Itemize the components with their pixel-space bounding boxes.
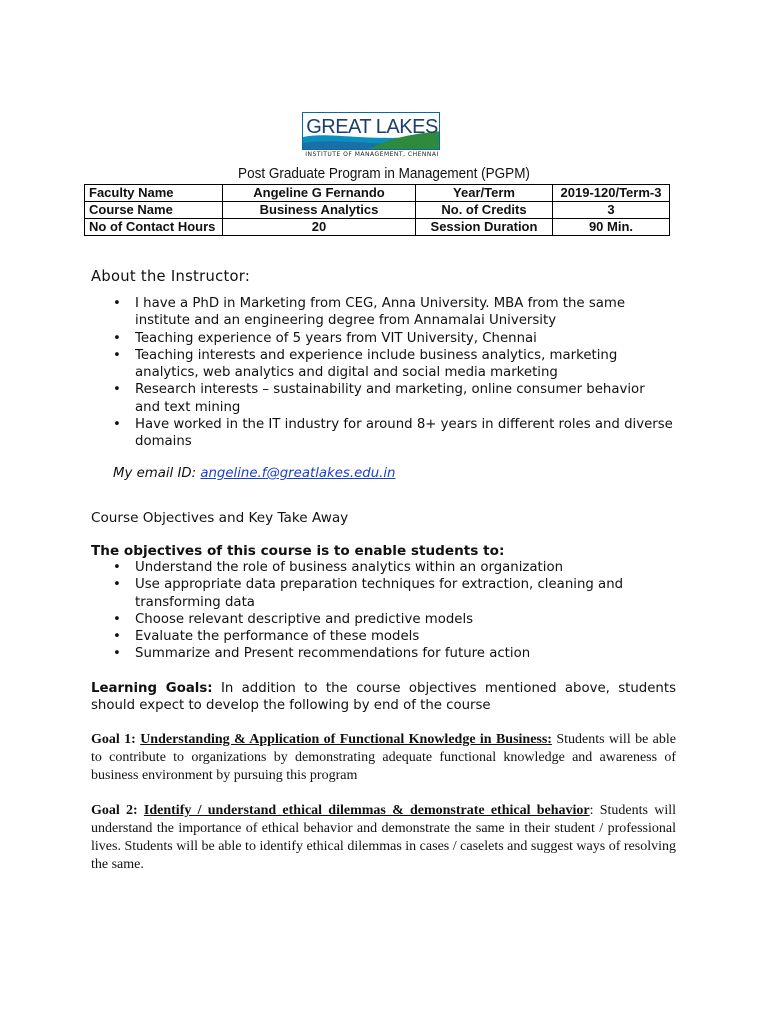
about-list — [113, 295, 673, 451]
list-item: • Summarize and Present recommendations for future action — [113, 645, 673, 662]
learning-goals-label: Learning Goals: — [91, 681, 213, 696]
goal-1-label: Goal 1: — [91, 732, 141, 747]
goal-1-paragraph — [91, 731, 676, 785]
course-info-table — [84, 184, 670, 236]
list-item: • Teaching experience of 5 years from VIT University, Chennai — [113, 330, 673, 347]
goal-1-title: Understanding & Application of Functional Knowledge in Business: — [140, 732, 552, 747]
list-item: • Have worked in the IT industry for around 8+ years in different roles and diverse domains — [113, 416, 673, 451]
table-cell: Angeline G Fernando — [223, 185, 416, 202]
table-cell: Business Analytics — [223, 202, 416, 219]
logo-mark — [302, 112, 440, 150]
page-title: Post Graduate Program in Management (PGPM) — [238, 165, 530, 182]
table-cell: 2019-120/Term-3 — [553, 185, 670, 202]
goal-1-text: Students will be able to contribute to organizations by demonstrating adequate functional knowledge and awareness of business environment by pursuing this program — [91, 732, 676, 783]
email-link[interactable]: angeline.f@greatlakes.edu.in — [200, 466, 396, 481]
logo-tagline: INSTITUTE OF MANAGEMENT, CHENNAI — [305, 151, 439, 158]
learning-goals-paragraph — [91, 680, 676, 714]
table-cell: Faculty Name — [85, 185, 223, 202]
objectives-subheading: The objectives of this course is to enable students to: — [91, 543, 505, 559]
list-item: • Teaching interests and experience include business analytics, marketing analytics, web analytics and digital and social media marketing — [113, 347, 673, 382]
about-heading: About the Instructor: — [91, 268, 251, 285]
table-row — [85, 185, 670, 202]
list-item: • Evaluate the performance of these models — [113, 628, 673, 645]
table-row — [85, 219, 670, 236]
objectives-list — [113, 559, 673, 663]
email-line — [113, 466, 395, 481]
goal-2-label: Goal 2: — [91, 803, 144, 818]
table-cell: 3 — [553, 202, 670, 219]
list-item: • Choose relevant descriptive and predictive models — [113, 611, 673, 628]
list-item: • Use appropriate data preparation techniques for extraction, cleaning and transforming data — [113, 576, 673, 611]
list-item: • I have a PhD in Marketing from CEG, Anna University. MBA from the same institute and an engineering degree from Annamalai University — [113, 295, 673, 330]
table-cell: No. of Credits — [416, 202, 553, 219]
table-cell: Course Name — [85, 202, 223, 219]
goal-2-text: : Students will understand the importance of ethical behavior and demonstrate the same in their student / professional lives. Students will be able to identify ethical dilemmas in cases / caselets and suggest ways of resolving the same. — [91, 803, 676, 872]
table-row — [85, 202, 670, 219]
email-label: My email ID: — [113, 466, 201, 481]
goal-2-paragraph — [91, 802, 676, 874]
table-cell: Session Duration — [416, 219, 553, 236]
table-cell: Year/Term — [416, 185, 553, 202]
list-item: • Understand the role of business analytics within an organization — [113, 559, 673, 576]
great-lakes-logo — [302, 112, 442, 162]
table-cell: No of Contact Hours — [85, 219, 223, 236]
table-cell: 20 — [223, 219, 416, 236]
learning-goals-text: In addition to the course objectives mentioned above, students should expect to develop the following by end of the course — [91, 681, 676, 713]
goal-2-title: Identify / understand ethical dilemmas & demonstrate ethical behavior — [143, 803, 590, 818]
logo-wordmark: GREAT LAKES — [306, 116, 438, 138]
list-item: • Research interests – sustainability and marketing, online consumer behavior and text mining — [113, 381, 673, 416]
table-cell: 90 Min. — [553, 219, 670, 236]
objectives-heading: Course Objectives and Key Take Away — [91, 510, 349, 526]
